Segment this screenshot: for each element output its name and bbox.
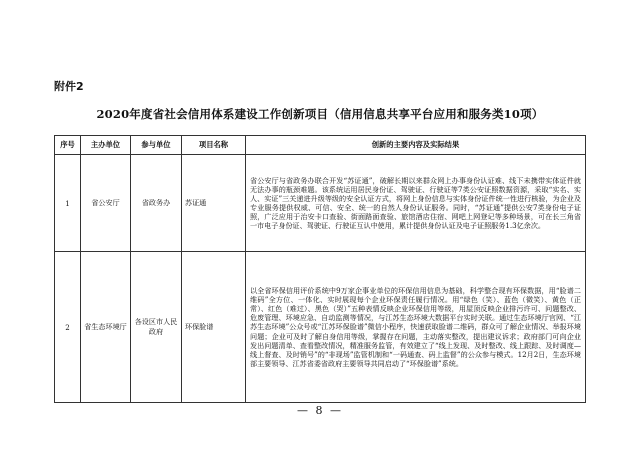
row-project: 苏证通 [182,155,246,252]
row-content: 以全省环保信用评价系统中9万家企事业单位的环保信用信息为基础，科学整合现有环保数据，用“脸谱二维码”全方位、一体化、实时展现每个企业环保责任履行情况。用“绿色（笑）、蓝色（微笑）、黄色（正常）、红色（难过）、黑色（哭）”五种表情反映企业环保信用等级，用屋顶反映企业排污许可、问题整改、危废管理、环境应急、自动监测等情况，与江苏生态环境大数据平台实时关联。通过生态环境厅官网、“江苏生态环境”公众号或“江苏环保脸谱”微信小程序，快速获取脸谱二维码，群众可了解企业情况、举报环境问题；企业可及时了解自身信用等级，掌握存在问题，主动落实整改，提出建议诉求；政府部门可向企业发出问题清单、查看整改情况，精准服务监管，有效建立了“线上发现、及时整改、线上跟踪、及时调度—线上督查、及时销号”的“非现场”监管机制和“一码通查、码上监督”的公众参与模式。12月2日，生态环境部主要领导、江苏省委省政府主要领导共同启动了“环保脸谱”系统。 [246,252,586,403]
row-host: 省生态环境厅 [81,252,131,403]
row-content: 省公安厅与省政务办联合开发“苏证通”，破解长期以来群众网上办事身份认证难、线下未携带实体证件就无法办事的瓶颈难题。该系统运用居民身份证、驾驶证、行驶证等7类公安证照数据资源，采取“实名、实人、实证”三关递进升级等级的安全认证方式，将网上身份信息与实体身份证件统一性进行核验，为企业及专业服务提供权威、可信、安全、统一的自然人身份认证服务。同时，“苏证通”提供公安7类身份电子证照，广泛应用于治安卡口查验、街面路面查验、旅馆酒店住宿、网吧上网登记等多种场景，可在长三角省一市电子身份证、驾驶证、行驶证互认中使用，累计提供身份认证及电子证照服务1.3亿余次。 [246,155,586,252]
header-content: 创新的主要内容及实际结果 [246,136,586,155]
page-number: — 8 — [297,404,343,417]
row-no: 2 [55,252,81,403]
table-row [55,252,586,403]
row-no: 1 [55,155,81,252]
header-no: 序号 [55,136,81,155]
annex-label: 附件2 [54,80,84,93]
document-title: 2020年度省社会信用体系建设工作创新项目（信用信息共享平台应用和服务类10项） [96,107,544,121]
project-table [54,135,586,403]
table-header-row [55,136,586,155]
table-row [55,155,586,252]
header-partner: 参与单位 [131,136,182,155]
row-partner: 各设区市人民政府 [131,252,182,403]
row-partner: 省政务办 [131,155,182,252]
header-project: 项目名称 [182,136,246,155]
row-project: 环保脸谱 [182,252,246,403]
header-host: 主办单位 [81,136,131,155]
row-host: 省公安厅 [81,155,131,252]
